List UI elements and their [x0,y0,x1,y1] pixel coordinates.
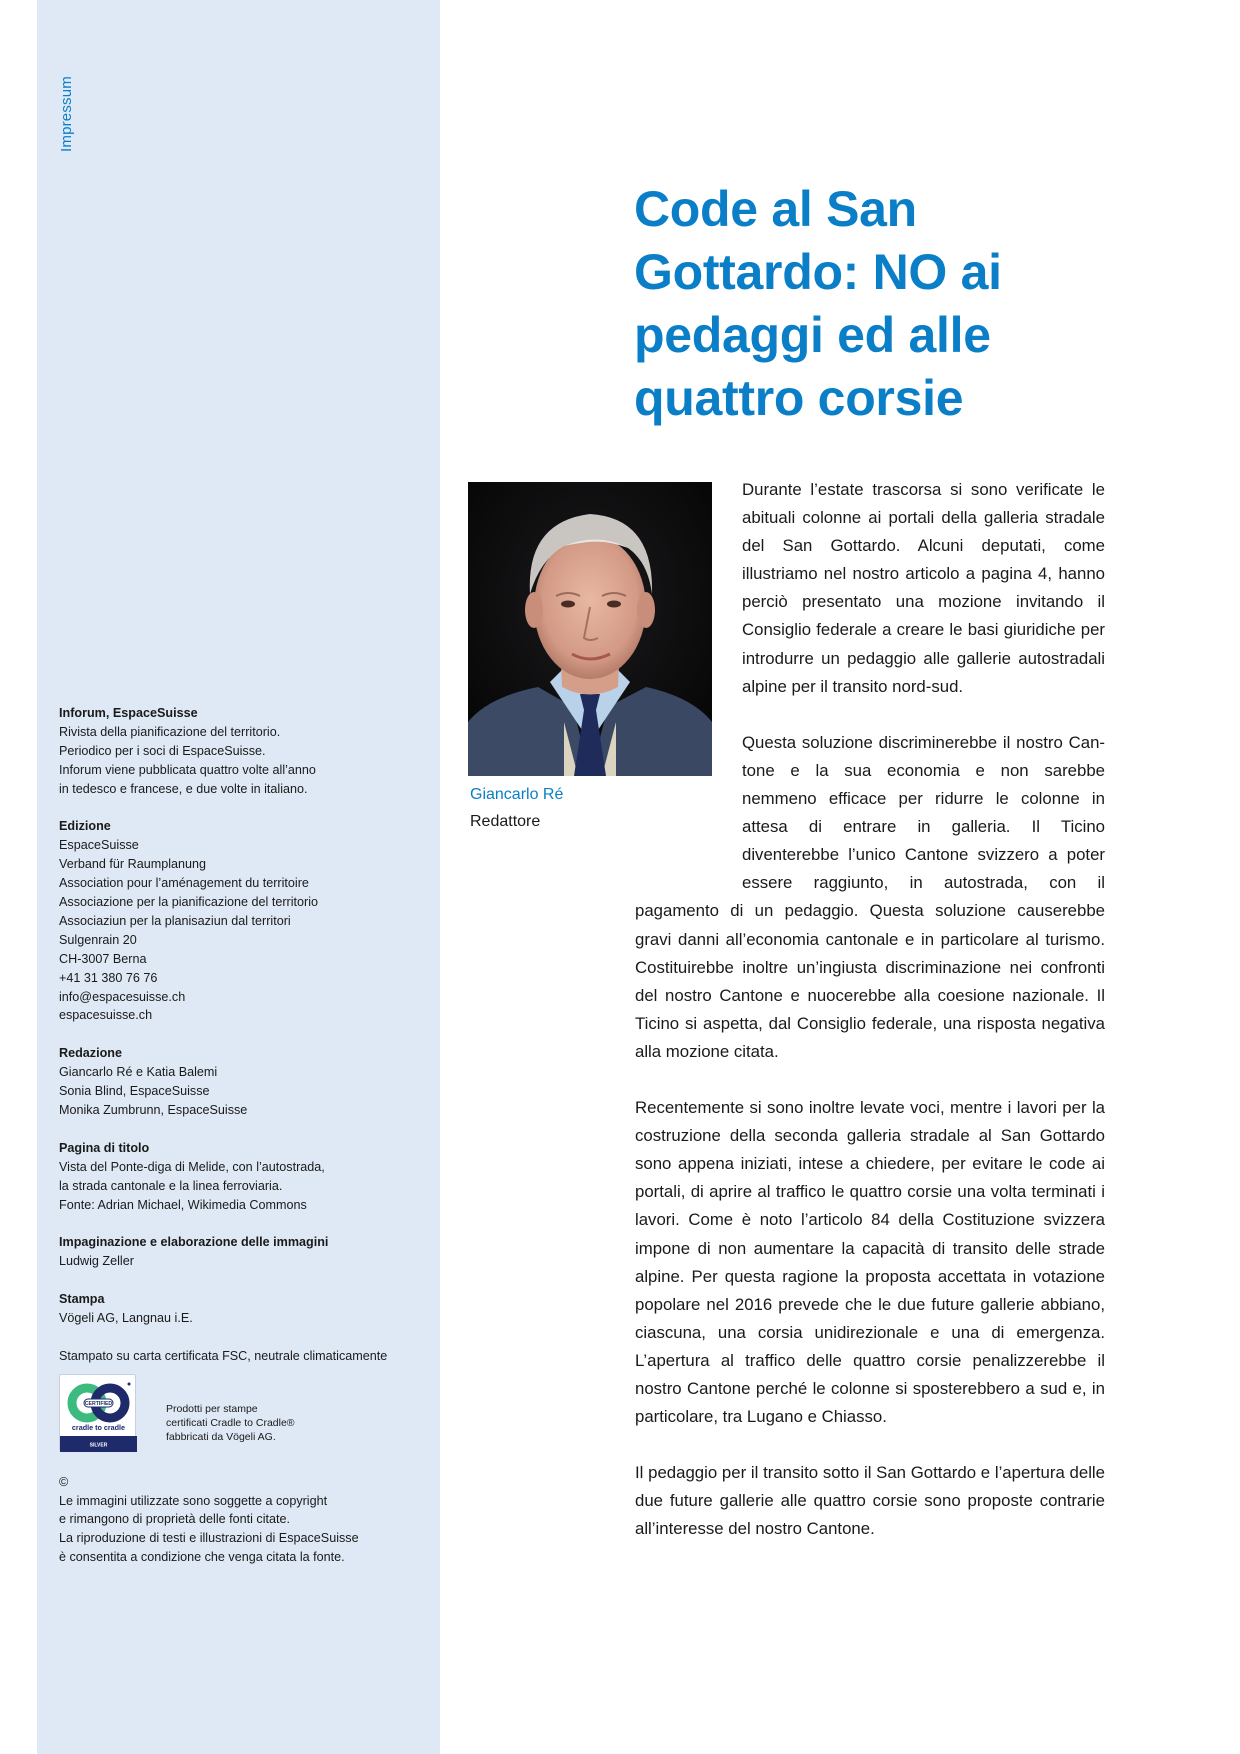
imp-line: in tedesco e francese, e due volte in italiano. [59,781,308,796]
imp-block-copyright [59,1473,419,1568]
article-title: Code al San Gottardo: NO ai pedaggi ed alle quattro corsie [634,181,1002,426]
imp-line: La riproduzione di testi e illustrazioni di EspaceSuisse [59,1531,359,1546]
imp-line: Rivista della pianificazione del territorio. [59,724,281,739]
imp-block-pagina-titolo [59,1139,419,1215]
imp-heading: Edizione [59,819,111,834]
email-link[interactable]: info@espacesuisse.ch [59,989,186,1004]
author-name: Giancarlo Ré [470,786,564,803]
imp-heading: Redazione [59,1046,122,1061]
c2c-line: fabbricati da Vögeli AG. [166,1431,276,1444]
imp-heading: Stampa [59,1292,105,1307]
imp-block-redazione [59,1044,419,1120]
author-role: Redattore [470,813,541,830]
c2c-line: Prodotti per stampe [166,1403,258,1416]
imp-block-edizione [59,817,419,1025]
imp-line: la strada cantonale e la linea ferroviaria. [59,1178,283,1193]
imp-line: Fonte: Adrian Michael, Wikimedia Commons [59,1197,307,1212]
article-paragraph: Il pedaggio per il transito sotto il San Gottardo e l’apertura delle due future gallerie alle quattro corsie sono proposte contrarie all’interesse del nostro Cantone. [635,1463,1105,1539]
photo-wrap-spacer [635,476,742,870]
imp-line: Sonia Blind, EspaceSuisse [59,1084,210,1099]
copyright-icon: © [59,1474,69,1489]
imp-line: Verband für Raumplanung [59,857,207,872]
article-body [635,476,1105,1572]
c2c-text [166,1402,295,1444]
website-link[interactable]: espacesuisse.ch [59,1008,153,1023]
impressum-content [59,704,419,1586]
imp-block-inforum [59,704,419,799]
imp-line: Inforum viene pubblicata quattro volte all’anno [59,762,316,777]
imp-line: e rimangono di proprietà delle fonti citate. [59,1512,291,1527]
fsc-note: Stampato su carta certificata FSC, neutrale climaticamente [59,1348,388,1363]
imp-line: Vögeli AG, Langnau i.E. [59,1310,193,1325]
imp-line: Periodico per i soci di EspaceSuisse. [59,743,266,758]
imp-line: Associaziun per la planisaziun dal territori [59,913,291,928]
imp-line: Sulgenrain 20 [59,932,137,947]
c2c-certification [59,1374,419,1451]
imp-line: Vista del Ponte-diga di Melide, con l’autostrada, [59,1159,325,1174]
imp-line: Le immagini utilizzate sono soggette a copyright [59,1493,328,1508]
imp-line: EspaceSuisse [59,838,139,853]
imp-block-stampa [59,1290,419,1328]
imp-line: Giancarlo Ré e Katia Balemi [59,1065,218,1080]
imp-block-fsc [59,1347,419,1366]
section-label: Impressum [58,76,75,152]
imp-line: Associazione per la pianificazione del territorio [59,895,319,910]
article-paragraph: Questa soluzione discriminerebbe il nostro Cantone e la sua economia e non sarebbe nemmeno efficace per ridurre le colonne in attesa di entrare in galleria. Il Ticino diventerebbe l’unico Cantone svizzero a poter essere raggiunto, in autostrada, con il pagamento di un pedaggio. Questa soluzione causerebbe gravi danni all’economia cantonale e in particolare al turismo. Costituirebbe inoltre un’ingiusta discriminazione nei confronti del nostro Cantone e nuocerebbe alla coesione nazionale. Il Ticino si aspetta, dal Consiglio federale, una risposta negativa alla mozione citata. [635,732,1105,1061]
c2c-line: certificati Cradle to Cradle® [166,1417,295,1430]
cradle-to-cradle-logo-icon [59,1374,136,1451]
imp-line: CH-3007 Berna [59,951,147,966]
svg-text:cradle to cradle: cradle to cradle [71,1422,126,1432]
imp-line: Association pour l’aménagement du territoire [59,876,309,891]
svg-text:SILVER: SILVER [89,1442,108,1449]
article-paragraph: Durante l’estate trascorsa si sono verificate le abituali colonne ai portali della galleria stradale del San Gottardo. Alcuni deputati, come illustriamo nel nostro articolo a pagina 4, hanno perciò presentato una mozione invitando il Consiglio federale a creare le basi giuridiche per introdurre un pedaggio alle gallerie autostradali alpine per il transito nord-sud. [742,480,1105,696]
imp-line: Ludwig Zeller [59,1254,134,1269]
imp-line: è consentita a condizione che venga citata la fonte. [59,1550,345,1565]
article-paragraph: Recentemente si sono inoltre levate voci, mentre i lavori per la costruzione della seconda galleria stradale al San Gottardo sono appena iniziati, intese a chiedere, per evitare le code ai portali, di aprire al traffico le quattro corsie una volta terminati i lavori. Come è noto l’articolo 84 della Costituzione svizzera impone di non aumentare la capacità di transito delle strade alpine. Per questa ragione la proposta accettata in votazione popolare nel 2016 prevede che le due future gallerie abbiano, ciascuna, una corsia unidirezionale e una di emergenza. L’apertura al traffico delle quattro corsie penalizzerebbe il nostro Cantone perché le colonne si sposterebbero a sud e, in particolare, tra Lugano e Chiasso. [635,1098,1105,1427]
imp-heading: Inforum, EspaceSuisse [59,706,198,720]
imp-heading: Impaginazione e elaborazione delle immagini [59,1235,329,1250]
phone-number: +41 31 380 76 76 [59,970,158,985]
svg-text:CERTIFIED: CERTIFIED [84,1400,113,1407]
imp-line: Monika Zumbrunn, EspaceSuisse [59,1103,248,1117]
imp-block-impaginazione [59,1233,419,1271]
imp-heading: Pagina di titolo [59,1140,150,1155]
